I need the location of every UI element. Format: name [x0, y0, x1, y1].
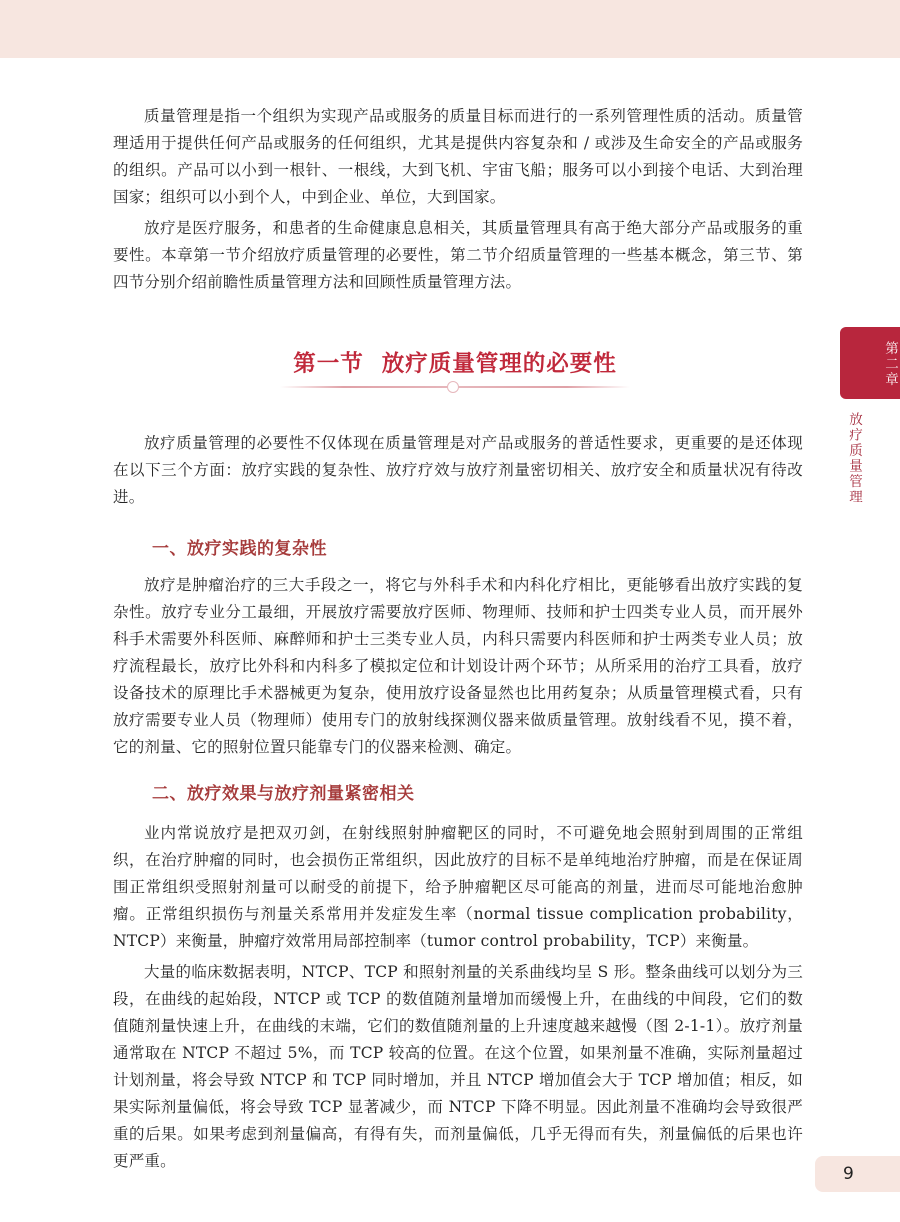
section-title-text: 放疗质量管理的必要性: [381, 351, 617, 377]
section-intro-text: [113, 430, 803, 515]
subsection-2-paragraph-1: 业内常说放疗是把双刃剑，在射线照射肿瘤靶区的同时，不可避免地会照射到周围的正常组织，在治疗肿瘤的同时，也会损伤正常组织，因此放疗的目标不是单纯地治疗肿瘤，而是在保证周围正常组织受照射剂量可以耐受的前提下，给予肿瘤靶区尽可能高的剂量，进而尽可能地治愈肿瘤。正常组织损伤与剂量关系常用并发症发生率（normal tissue complication probability，NTCP）来衡量，肿瘤疗效常用局部控制率（tumor control probability，TCP）来衡量。: [113, 824, 803, 950]
intro-text: [113, 103, 803, 300]
chapter-name-label: 放疗质量管理: [846, 412, 862, 505]
intro-paragraph-2: 放疗是医疗服务，和患者的生命健康息息相关，其质量管理具有高于绝大部分产品或服务的重要性。本章第一节介绍放疗质量管理的必要性，第二节介绍质量管理的一些基本概念，第三节、第四节分别介绍前瞻性质量管理方法和回顾性质量管理方法。: [113, 219, 803, 291]
section-title: [280, 340, 630, 396]
chapter-tab: [840, 327, 900, 399]
subsection-heading-1: 一、放疗实践的复杂性: [152, 539, 327, 559]
section-number: 第一节: [293, 351, 364, 377]
subsection-heading-2: 二、放疗效果与放疗剂量紧密相关: [152, 784, 415, 804]
subsection-1-paragraph-1: 放疗是肿瘤治疗的三大手段之一，将它与外科手术和内科化疗相比，更能够看出放疗实践的复杂性。放疗专业分工最细，开展放疗需要放疗医师、物理师、技师和护士四类专业人员，而开展外科手术需要外科医师、麻醉师和护士三类专业人员，内科只需要内科医师和护士两类专业人员；放疗流程最长，放疗比外科和内科多了模拟定位和计划设计两个环节；从所采用的治疗工具看，放疗设备技术的原理比手术器械更为复杂，使用放疗设备显然也比用药复杂；从质量管理模式看，只有放疗需要专业人员（物理师）使用专门的放射线探测仪器来做质量管理。放射线看不见，摸不着，它的剂量、它的照射位置只能靠专门的仪器来检测、确定。: [113, 576, 803, 756]
top-band: [0, 0, 900, 58]
intro-paragraph-1: 质量管理是指一个组织为实现产品或服务的质量目标而进行的一系列管理性质的活动。质量管理适用于提供任何产品或服务的任何组织，尤其是提供内容复杂和 / 或涉及生命安全的产品或服务的组织。产品可以小到一根针、一根线，大到飞机、宇宙飞船；服务可以小到接个电话、大到治理国家；组织可以小到个人，中到企业、单位，大到国家。: [113, 107, 803, 206]
subsection-1-text: [113, 572, 803, 765]
chapter-tab-label: 第二章: [882, 341, 898, 388]
section-paragraph-1: 放疗质量管理的必要性不仅体现在质量管理是对产品或服务的普适性要求，更重要的是还体现在以下三个方面：放疗实践的复杂性、放疗疗效与放疗剂量密切相关、放疗安全和质量状况有待改进。: [113, 434, 803, 506]
subsection-2-paragraph-2: 大量的临床数据表明，NTCP、TCP 和照射剂量的关系曲线均呈 S 形。整条曲线可以划分为三段，在曲线的起始段，NTCP 或 TCP 的数值随剂量增加而缓慢上升，在曲线的中间段，它们的数值随剂量快速上升，在曲线的末端，它们的数值随剂量的上升速度越来越慢（图 2-1-1）。放疗剂量通常取在 NTCP 不超过 5%，而 TCP 较高的位置。在这个位置，如果剂量不准确，实际剂量超过计划剂量，将会导致 NTCP 和 TCP 同时增加，并且 NTCP 增加值会大于 TCP 增加值；相反，如果实际剂量偏低，将会导致 TCP 显著减少，而 NTCP 下降不明显。因此剂量不准确均会导致很严重的后果。如果考虑到剂量偏高，有得有失，而剂量偏低，几乎无得而有失，剂量偏低的后果也许更严重。: [113, 963, 803, 1170]
section-ornament: [447, 381, 459, 393]
subsection-2-text: [113, 820, 803, 1179]
page-number: 9: [815, 1156, 900, 1192]
